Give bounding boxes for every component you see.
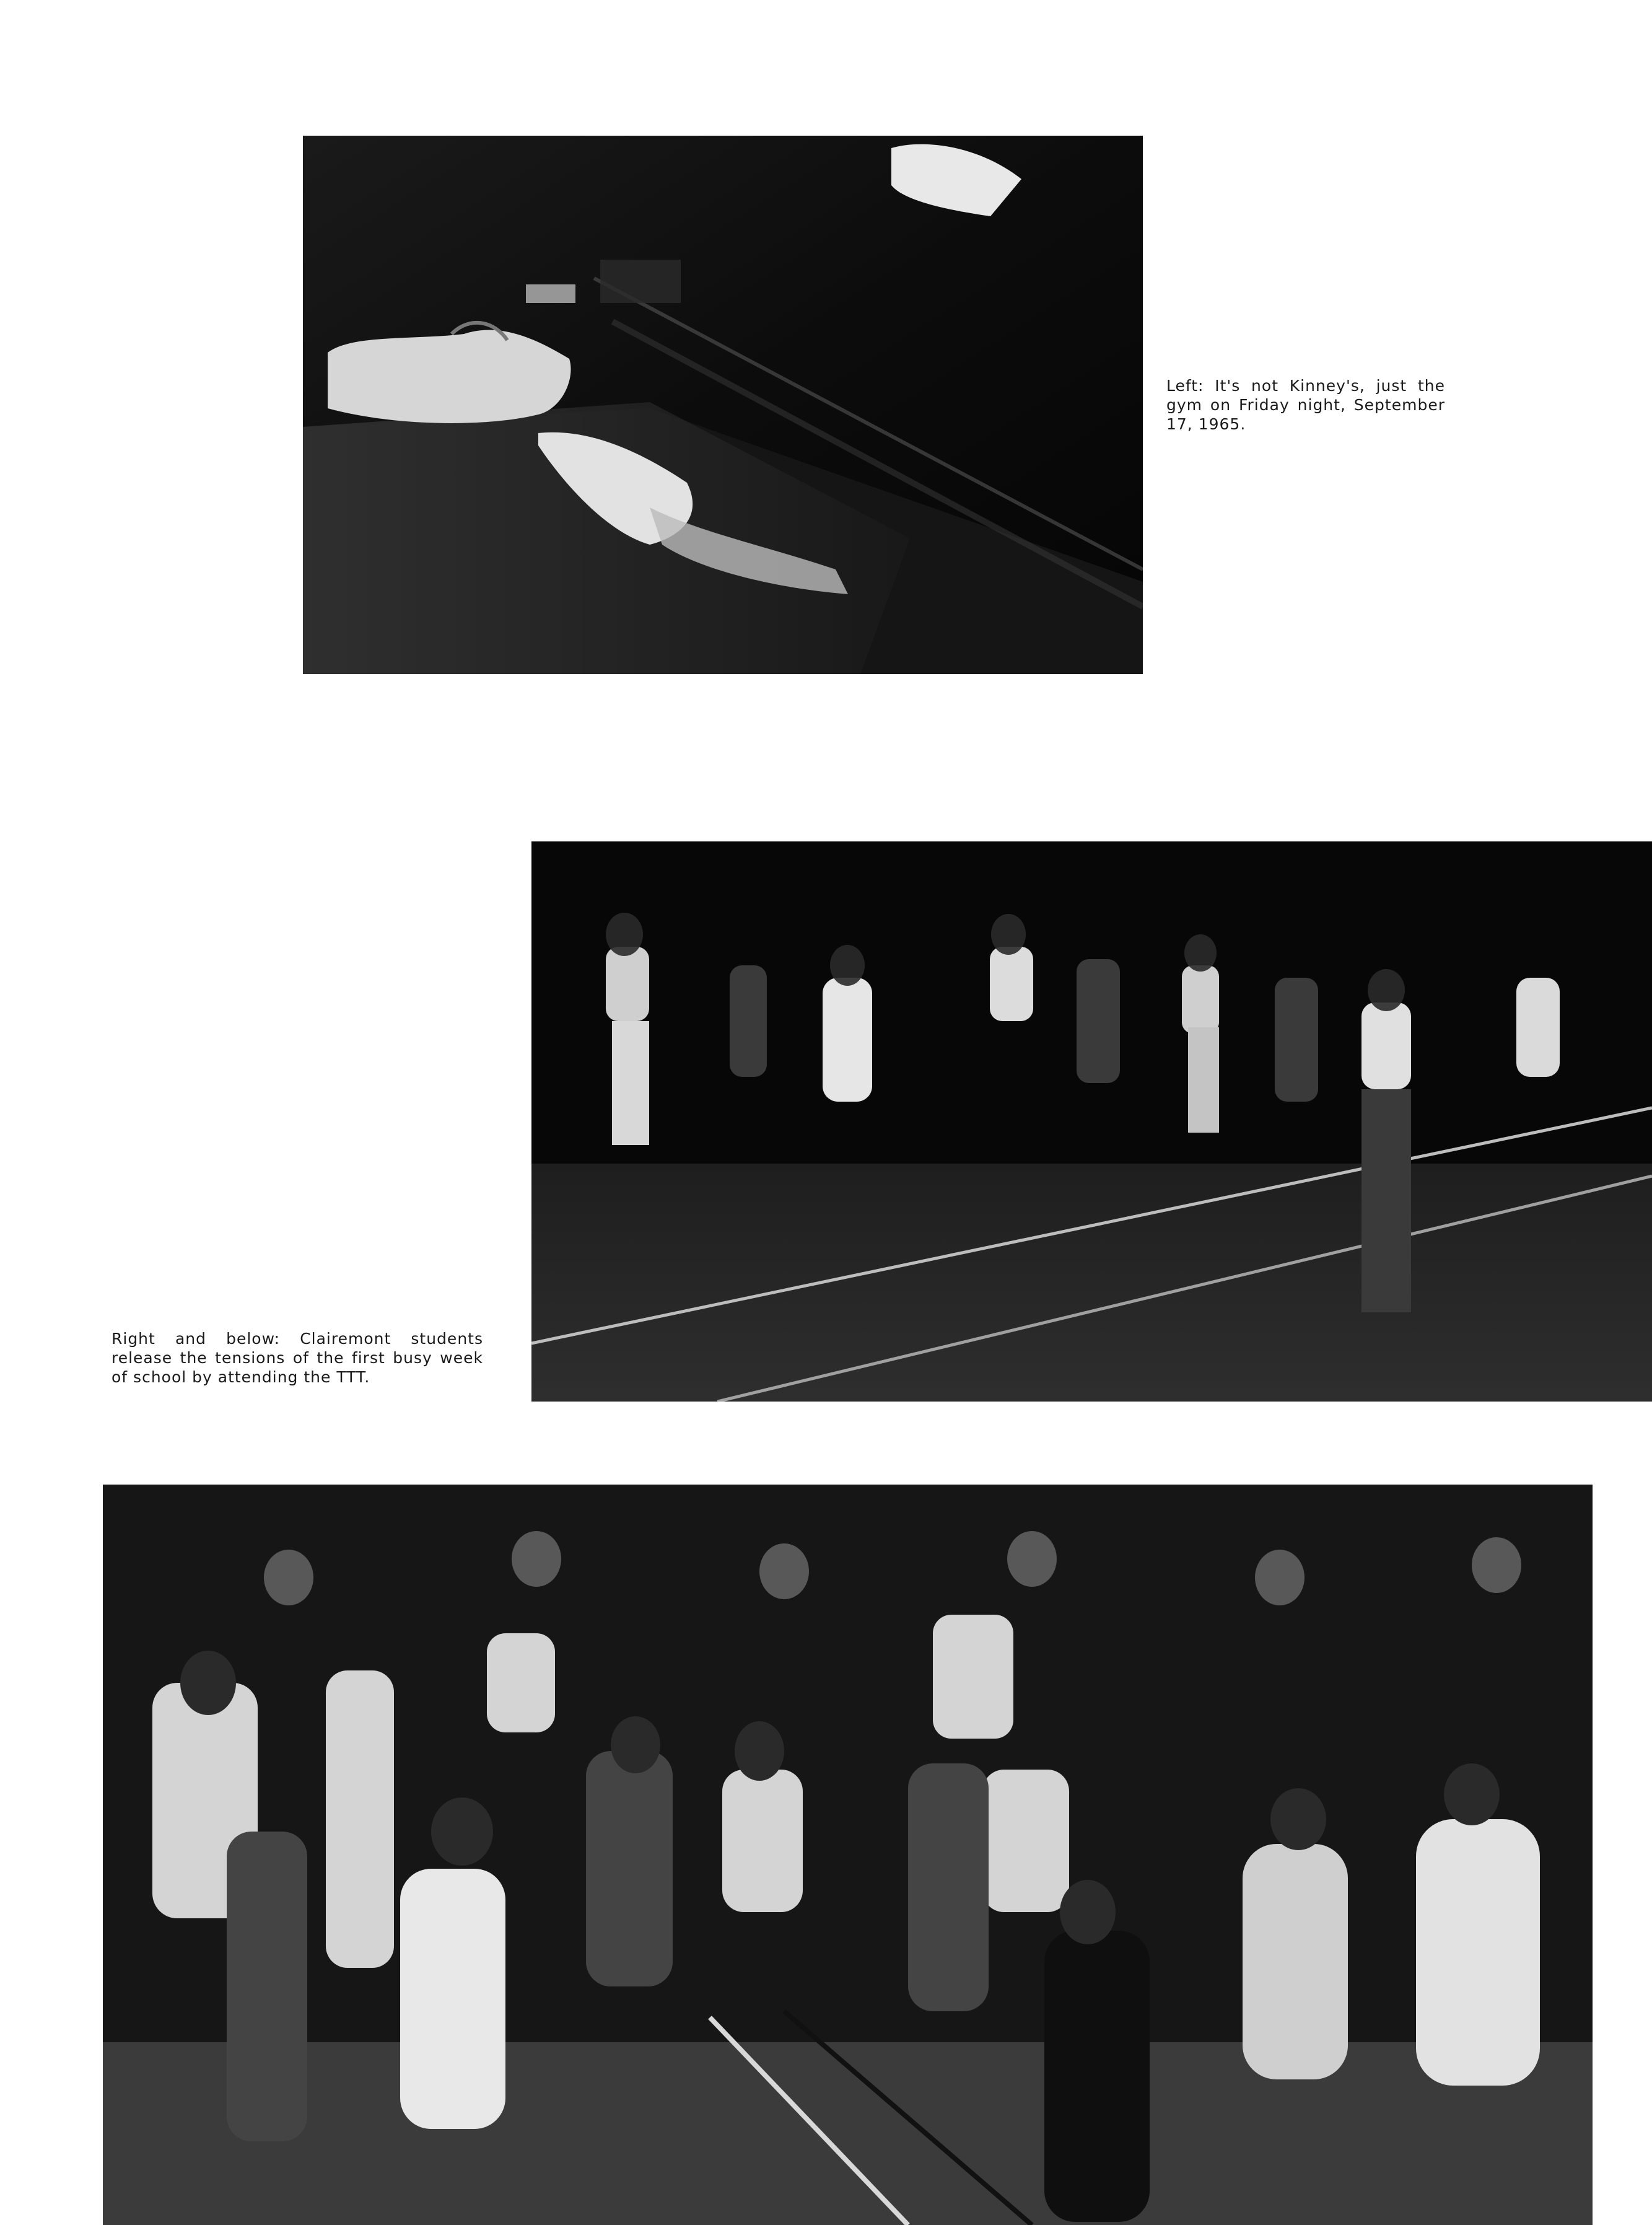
caption-dancing-photos: Right and below: Clairemont students release the tensions of the first busy week of school by attending the TTT. — [111, 1330, 483, 1386]
photo-shoes-on-bleacher — [303, 136, 1143, 674]
shoes-photo-image — [303, 136, 1143, 674]
photo-crowd-dancing — [103, 1485, 1593, 2225]
caption-shoes-photo: Left: It's not Kinney's, just the gym on Friday night, September 17, 1965. — [1166, 377, 1445, 433]
photo-students-dancing — [531, 841, 1652, 1402]
dance-photo-image — [531, 841, 1652, 1402]
crowd-photo-image — [103, 1485, 1593, 2225]
